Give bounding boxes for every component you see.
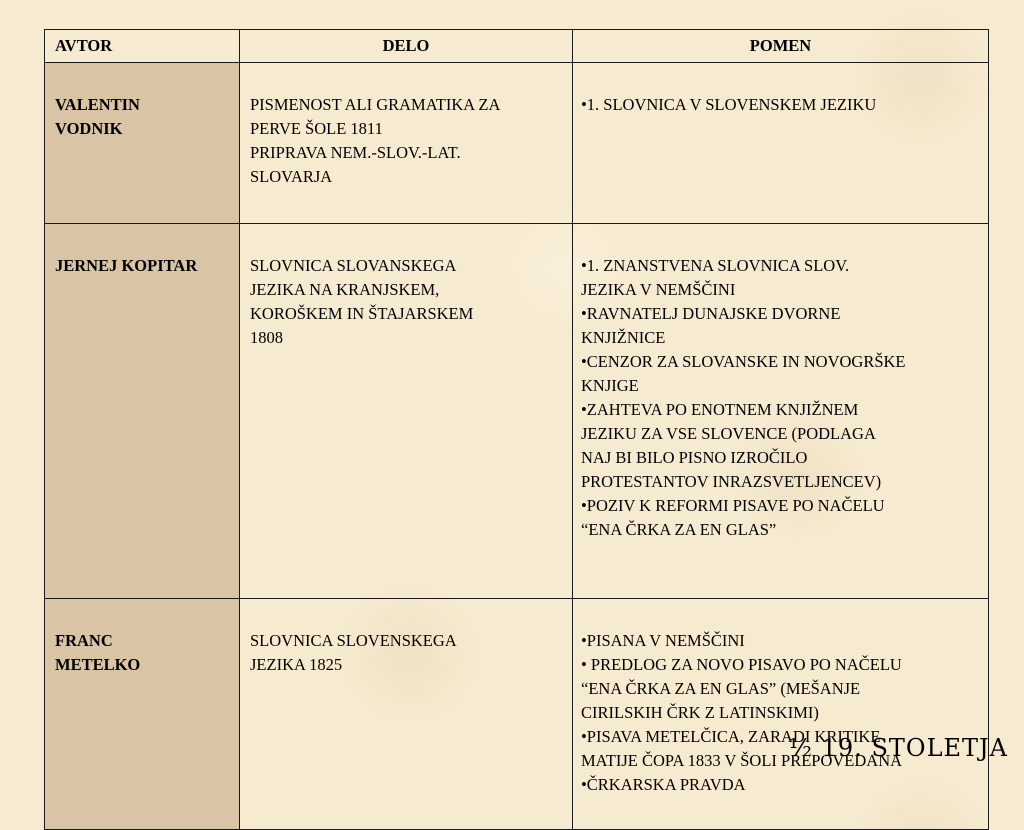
literature-table	[44, 29, 989, 830]
meaning-line: •PISAVA METELČICA, ZARADI KRITIKE	[581, 727, 881, 746]
author-cell	[45, 224, 240, 599]
meaning-cell	[573, 599, 989, 830]
work-line: PERVE ŠOLE 1811	[250, 119, 383, 138]
meaning-line: JEZIKA V NEMŠČINI	[581, 280, 736, 299]
work-line: PRIPRAVA NEM.-SLOV.-LAT.	[250, 143, 461, 162]
meaning-line: •ČRKARSKA PRAVDA	[581, 775, 746, 794]
work-line: JEZIKA 1825	[250, 655, 343, 674]
table-row	[45, 224, 989, 599]
meaning-line: •1. SLOVNICA V SLOVENSKEM JEZIKU	[581, 95, 877, 114]
meaning-line: JEZIKU ZA VSE SLOVENCE (PODLAGA	[581, 424, 876, 443]
meaning-line: •CENZOR ZA SLOVANSKE IN NOVOGRŠKE	[581, 352, 906, 371]
meaning-line: KNJIŽNICE	[581, 328, 666, 347]
meaning-line: NAJ BI BILO PISNO IZROČILO	[581, 448, 808, 467]
author-line: FRANC	[55, 631, 113, 650]
work-cell	[240, 224, 573, 599]
author-cell	[45, 63, 240, 224]
meaning-cell	[573, 224, 989, 599]
author-line: VODNIK	[55, 119, 123, 138]
meaning-line: “ENA ČRKA ZA EN GLAS” (MEŠANJE	[581, 679, 861, 698]
header-work: DELO	[240, 30, 573, 63]
meaning-line: PROTESTANTOV INRAZSVETLJENCEV)	[581, 472, 882, 491]
table-row	[45, 599, 989, 830]
meaning-line: •PISANA V NEMŠČINI	[581, 631, 745, 650]
work-line: KOROŠKEM IN ŠTAJARSKEM	[250, 304, 474, 323]
meaning-line: •ZAHTEVA PO ENOTNEM KNJIŽNEM	[581, 400, 859, 419]
meaning-line: MATIJE ČOPA 1833 V ŠOLI PREPOVEDANA	[581, 751, 903, 770]
work-line: JEZIKA NA KRANJSKEM,	[250, 280, 440, 299]
work-line: SLOVNICA SLOVENSKEGA	[250, 631, 457, 650]
work-line: PISMENOST ALI GRAMATIKA ZA	[250, 95, 501, 114]
meaning-line: CIRILSKIH ČRK Z LATINSKIMI)	[581, 703, 819, 722]
meaning-line: •RAVNATELJ DUNAJSKE DVORNE	[581, 304, 841, 323]
meaning-line: “ENA ČRKA ZA EN GLAS”	[581, 520, 777, 539]
header-author: AVTOR	[45, 30, 240, 63]
work-cell	[240, 63, 573, 224]
author-line: VALENTIN	[55, 95, 140, 114]
work-line: 1808	[250, 328, 283, 347]
author-line: METELKO	[55, 655, 141, 674]
work-line: SLOVNICA SLOVANSKEGA	[250, 256, 457, 275]
meaning-line: •1. ZNANSTVENA SLOVNICA SLOV.	[581, 256, 850, 275]
table-row	[45, 63, 989, 224]
meaning-line: KNJIGE	[581, 376, 639, 395]
header-meaning: POMEN	[573, 30, 989, 63]
work-cell	[240, 599, 573, 830]
slide-footer-title: ½ 19. STOLETJA	[788, 734, 1008, 762]
meaning-cell	[573, 63, 989, 224]
author-cell	[45, 599, 240, 830]
author-line: JERNEJ KOPITAR	[55, 256, 198, 275]
work-line: SLOVARJA	[250, 167, 333, 186]
meaning-line: •POZIV K REFORMI PISAVE PO NAČELU	[581, 496, 885, 515]
meaning-line: • PREDLOG ZA NOVO PISAVO PO NAČELU	[581, 655, 902, 674]
table-header-row	[45, 30, 989, 63]
